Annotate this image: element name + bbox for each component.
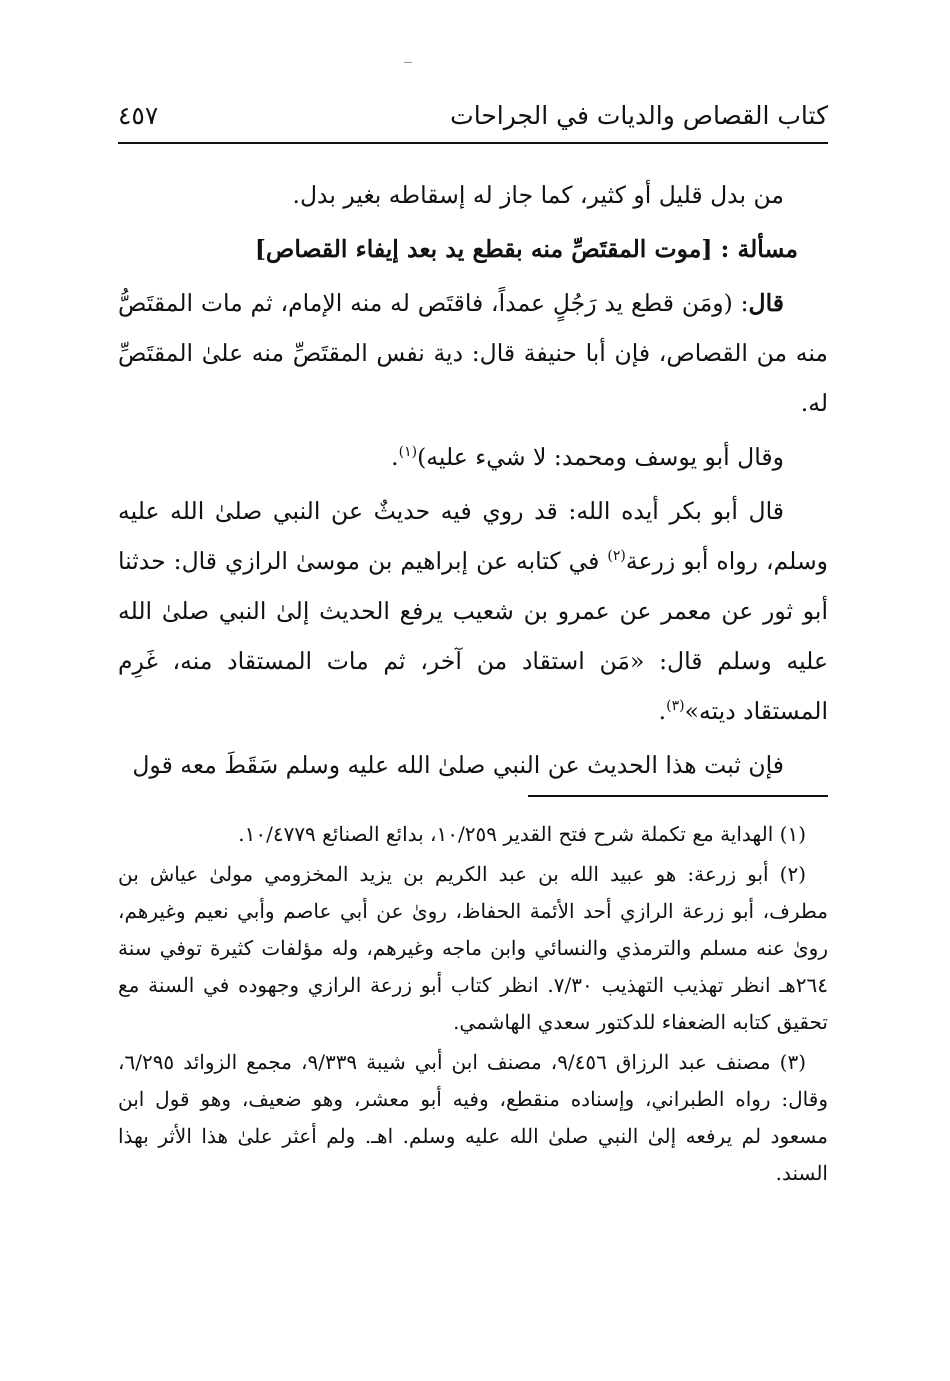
footnote-1: (١) الهداية مع تكملة شرح فتح القدير ١٠/٢٥٩، بدائع الصنائع ١٠/٤٧٧٩. [238,822,806,846]
header-title: كتاب القصاص والديات في الجراحات [450,101,828,130]
scan-mark [404,62,412,63]
hadith-end: . [658,697,667,725]
running-header [118,96,828,144]
quote-text: : (ومَن قطع يد رَجُلٍ عمداً، فاقتَص له منه الإمام، ثم مات المقتَصُّ منه من القصاص، فإن أبا حنيفة قال: دية نفس المقتَصِّ منه علىٰ المقتَصِّ له. [118,289,828,417]
paragraph-quote [118,278,828,428]
footnotes [118,816,828,1195]
footnote-3: (٣) مصنف عبد الرزاق ٩/٤٥٦، مصنف ابن أبي شيبة ٩/٣٣٩، مجمع الزوائد ٦/٢٩٥، وقال: رواه الطبراني، وإسناده منقطع، وفيه أبو معشر، وهو ضعيف، وهو قول ابن مسعود لم يرفعه إلىٰ النبي صلىٰ الله عليه وسلم. اهـ. ولم أعثر علىٰ هذا الأثر بهذا السند. [118,1050,828,1185]
footnote-ref-3[interactable]: (٣) [666,698,685,715]
footnote-ref-2[interactable]: (٢) [607,548,626,565]
hadith-text-a: قال أبو بكر أيده الله: قد روي فيه حديثٌ عن النبي صلىٰ الله عليه وسلم، رواه أبو زرعة [118,497,828,575]
speaker-label: قال [748,289,784,317]
paragraph-opinion [118,432,828,482]
main-text [118,170,828,794]
footnote-ref-1[interactable]: (١) [398,444,418,461]
paragraph-hadith [118,486,828,736]
opinion-text: وقال أبو يوسف ومحمد: لا شيء عليه) [417,443,784,471]
paragraph-continuation: من بدل قليل أو كثير، كما جاز له إسقاطه بغير بدل. [292,181,784,209]
opinion-end: . [391,443,399,471]
hadith-text-b: في كتابه عن إبراهيم بن موسىٰ الرازي قال: حدثنا أبو ثور عن معمر عن عمرو بن شعيب يرفع الحديث إلىٰ النبي صلىٰ الله عليه وسلم قال: «مَن استقاد من آخر، ثم مات المستقاد منه، غَرِم المستقاد ديته» [118,547,828,725]
paragraph-conclusion: فإن ثبت هذا الحديث عن النبي صلىٰ الله عليه وسلم سَقَطَ معه قول [132,751,784,779]
section-heading: مسألة : [موت المقتَصِّ منه بقطع يد بعد إيفاء القصاص] [254,235,798,263]
footnote-2: (٢) أبو زرعة: هو عبيد الله بن عبد الكريم بن يزيد المخزومي مولىٰ عياش بن مطرف، أبو زرعة الرازي أحد الأئمة الحفاظ، روىٰ عن أبي عاصم وأبي نعيم وغيرهم، روىٰ عنه مسلم والترمذي والنسائي وابن ماجه وغيرهم، وله مؤلفات كثيرة توفي سنة ٢٦٤هـ انظر تهذيب التهذيب ٧/٣٠. انظر كتاب أبو زرعة الرازي وجهوده في السنة مع تحقيق كتابه الضعفاء للدكتور سعدي الهاشمي. [118,862,828,1034]
footnote-divider [528,795,828,797]
page-number: ٤٥٧ [118,101,159,130]
